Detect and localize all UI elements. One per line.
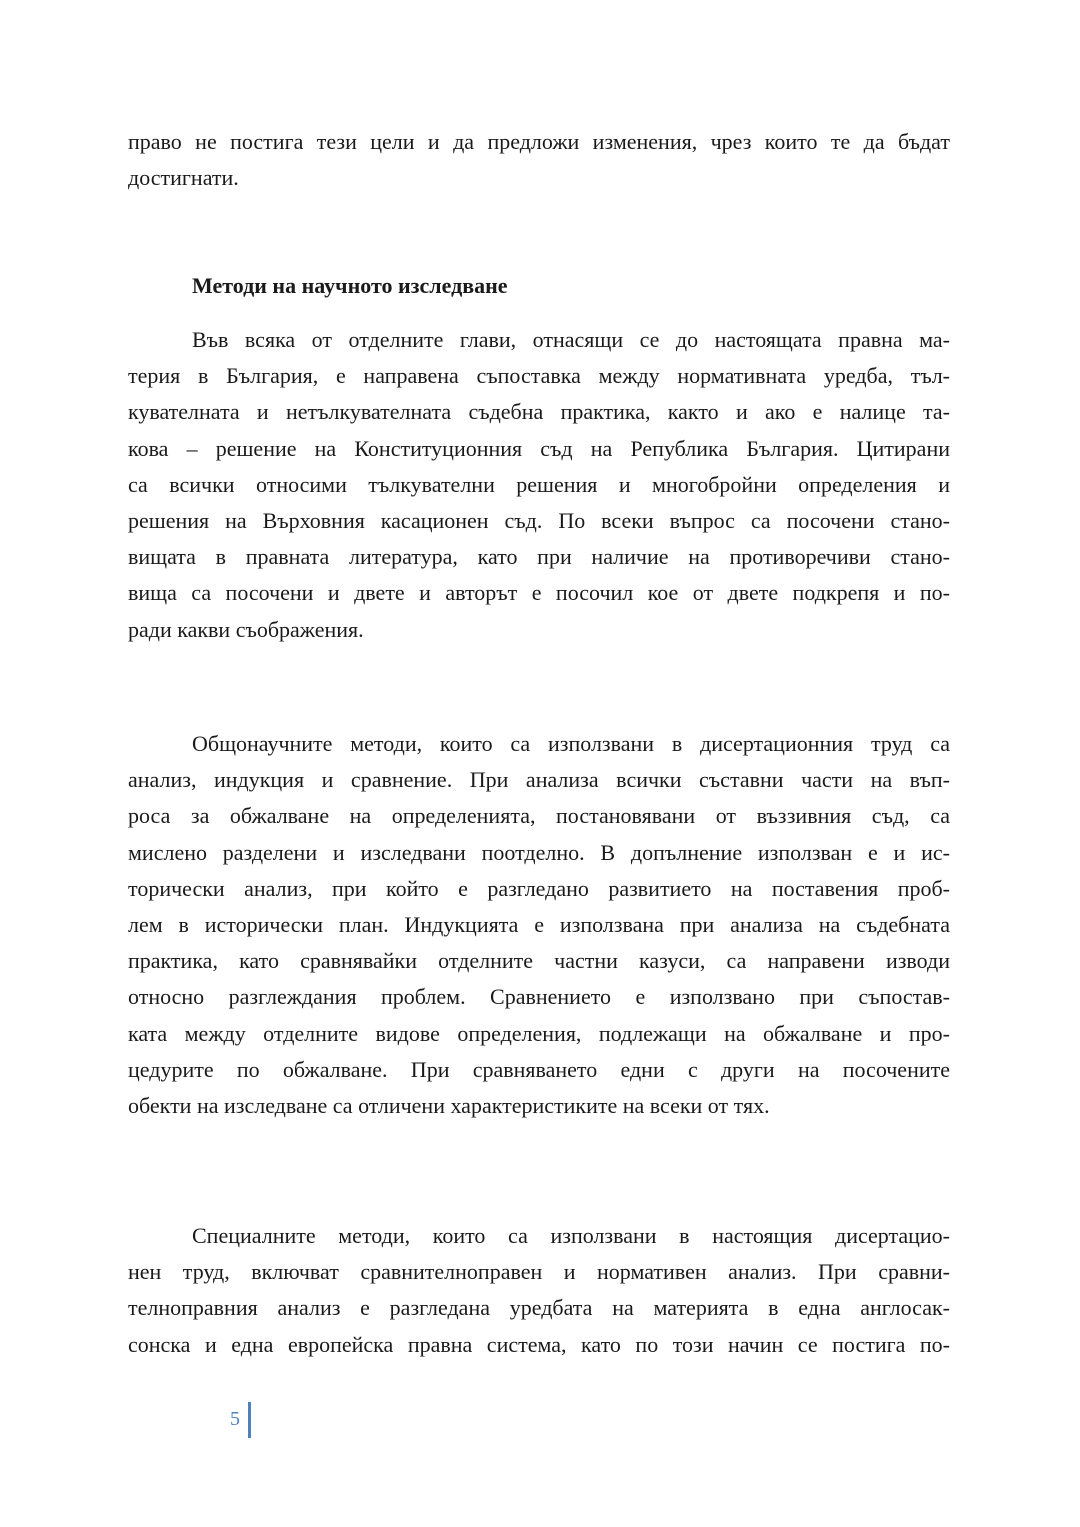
text-line: цедурите по обжалване. При сравняването едни с други на посочените bbox=[128, 1056, 950, 1082]
page-number-divider bbox=[248, 1402, 251, 1438]
text-line: са всички относими тълкувателни решения и многобройни определения и bbox=[128, 471, 950, 497]
text-line: вища са посочени и двете и авторът е посочил кое от двете подкрепя и по- bbox=[128, 580, 950, 606]
page-number: 5 bbox=[230, 1408, 240, 1430]
continuation-paragraph bbox=[128, 124, 950, 196]
text-line: сонска и една европейска правна система, като по този начин се постига по- bbox=[128, 1331, 950, 1357]
text-line: Във всяка от отделните глави, отнасящи се до настоящата правна ма- bbox=[192, 327, 950, 352]
text-line: достигнати. bbox=[128, 165, 239, 191]
text-line: решения на Върховния касационен съд. По всеки въпрос са посочени стано- bbox=[128, 507, 950, 533]
text-line: относно разглеждания проблем. Сравнението е използвано при съпостав- bbox=[128, 984, 950, 1010]
paragraph-1 bbox=[128, 322, 950, 648]
text-line: практика, като сравнявайки отделните частни казуси, са направени изводи bbox=[128, 948, 950, 974]
text-line: вищата в правната литература, като при наличие на противоречиви стано- bbox=[128, 544, 950, 570]
paragraph-2 bbox=[128, 726, 950, 1124]
text-line: ради какви съображения. bbox=[128, 616, 364, 642]
text-line: телноправния анализ е разгледана уредбата на материята в една англосак- bbox=[128, 1295, 950, 1321]
page-footer bbox=[200, 1402, 260, 1438]
paragraph-3 bbox=[128, 1218, 950, 1363]
text-line: кова – решение на Конституционния съд на Република България. Цитирани bbox=[128, 435, 950, 461]
text-line: обекти на изследване са отличени характеристиките на всеки от тях. bbox=[128, 1092, 770, 1118]
text-line: анализ, индукция и сравнение. При анализа всички съставни части на въп- bbox=[128, 767, 950, 793]
text-line: торически анализ, при който е разгледано развитието на поставения проб- bbox=[128, 875, 950, 901]
text-line: кувателната и нетълкувателната съдебна практика, както и ако е налице та- bbox=[128, 399, 950, 425]
text-line: терия в България, е направена съпоставка между нормативната уредба, тъл- bbox=[128, 363, 950, 389]
text-line: Общонаучните методи, които са използвани в дисертационния труд са bbox=[192, 731, 950, 756]
text-line: лем в исторически план. Индукцията е използвана при анализа на съдебната bbox=[128, 911, 950, 937]
text-line: мислено разделени и изследвани поотделно. В допълнение използван е и ис- bbox=[128, 839, 950, 865]
section-heading: Методи на научното изследване bbox=[192, 273, 508, 298]
text-line: роса за обжалване на определенията, постановявани от въззивния съд, са bbox=[128, 803, 950, 829]
text-line: ката между отделните видове определения, подлежащи на обжалване и про- bbox=[128, 1020, 950, 1046]
text-line: право не постига тези цели и да предложи изменения, чрез които те да бъдат bbox=[128, 129, 950, 154]
text-line: нен труд, включват сравнителноправен и нормативен анализ. При сравни- bbox=[128, 1259, 950, 1285]
text-line: Специалните методи, които са използвани в настоящия дисертацио- bbox=[192, 1223, 950, 1248]
